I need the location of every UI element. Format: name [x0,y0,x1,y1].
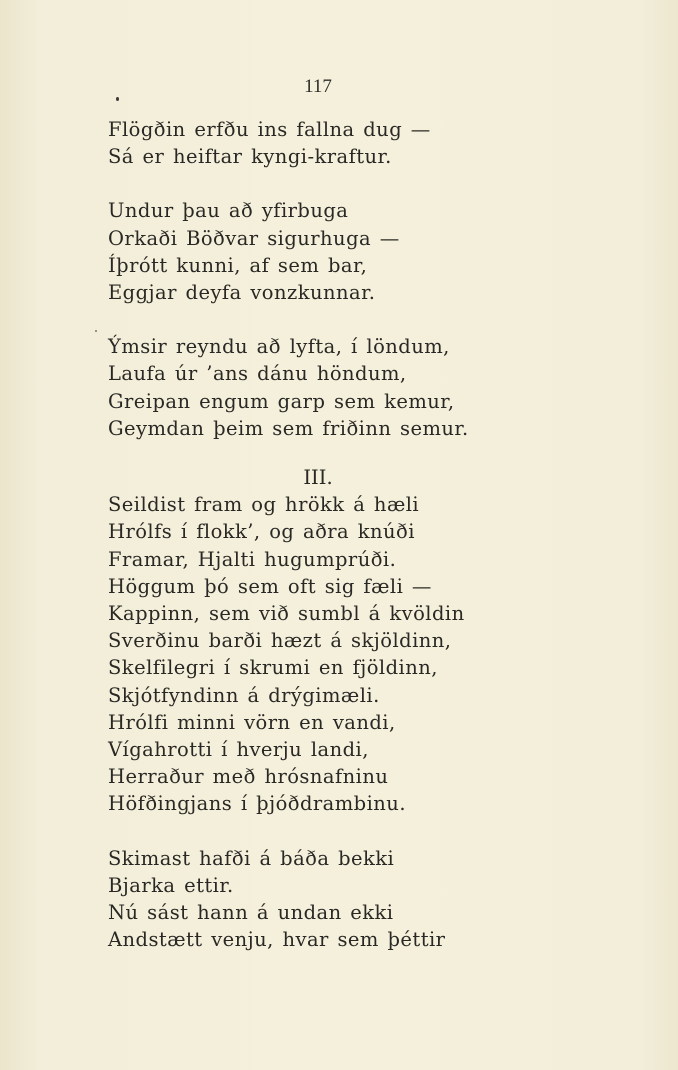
verse-line: Herraður með hrósnafninu [108,765,389,789]
section-heading: III. [303,466,333,490]
verse-line: Laufa úr ’ans dánu höndum, [108,362,407,386]
stanza-1 [108,116,608,170]
verse-line: Vígahrotti í hverju landi, [108,738,369,762]
verse-line: Framar, Hjalti hugumprúði. [108,547,397,571]
verse-line: Nú sást hann á undan ekki [108,901,394,925]
verse-line: Höggum þó sem oft sig fæli — [108,574,432,598]
verse-line: Höfðingjans í þjóðdrambinu. [108,792,406,816]
verse-line: Hrólfs í flokk’, og aðra knúði [108,520,415,544]
poem-body [108,116,608,953]
ink-speck [116,97,119,101]
stanza-gap [108,306,608,333]
verse-line: Íþrótt kunni, af sem bar, [108,253,368,277]
verse-line: Undur þau að yfirbuga [108,199,349,223]
verse-line: Andstætt venju, hvar sem þéttir [108,928,446,952]
verse-line: Greipan engum garp sem kemur, [108,389,455,413]
stanza-3 [108,333,608,442]
verse-line: Sá er heiftar kyngi-kraftur. [108,145,392,169]
ink-speck [95,330,97,332]
verse-line: Skimast hafði á báða bekki [108,846,395,870]
verse-line: Sverðinu barði hæzt á skjöldinn, [108,629,452,653]
stanza-gap [108,818,608,845]
verse-line: Eggjar deyfa vonzkunnar. [108,281,376,305]
verse-line: Kappinn, sem við sumbl á kvöldin [108,602,465,626]
verse-line: Ýmsir reyndu að lyfta, í löndum, [108,335,450,359]
verse-line: Seildist fram og hrökk á hæli [108,493,420,517]
verse-line: Flögðin erfðu ins fallna dug — [108,118,431,141]
page-number: 117 [304,76,332,97]
section-stanza-1 [108,491,608,817]
section-stanza-2 [108,845,608,954]
verse-line: Skjótfyndinn á drýgimæli. [108,683,380,707]
verse-line: Orkaði Böðvar sigurhuga — [108,226,400,250]
verse-line: Geymdan þeim sem friðinn semur. [108,416,469,440]
verse-line: Skelfilegri í skrumi en fjöldinn, [108,656,438,680]
verse-line: Hrólfi minni vörn en vandi, [108,710,396,734]
verse-line: Bjarka ettir. [108,873,234,897]
stanza-2 [108,197,608,306]
stanza-gap [108,170,608,197]
